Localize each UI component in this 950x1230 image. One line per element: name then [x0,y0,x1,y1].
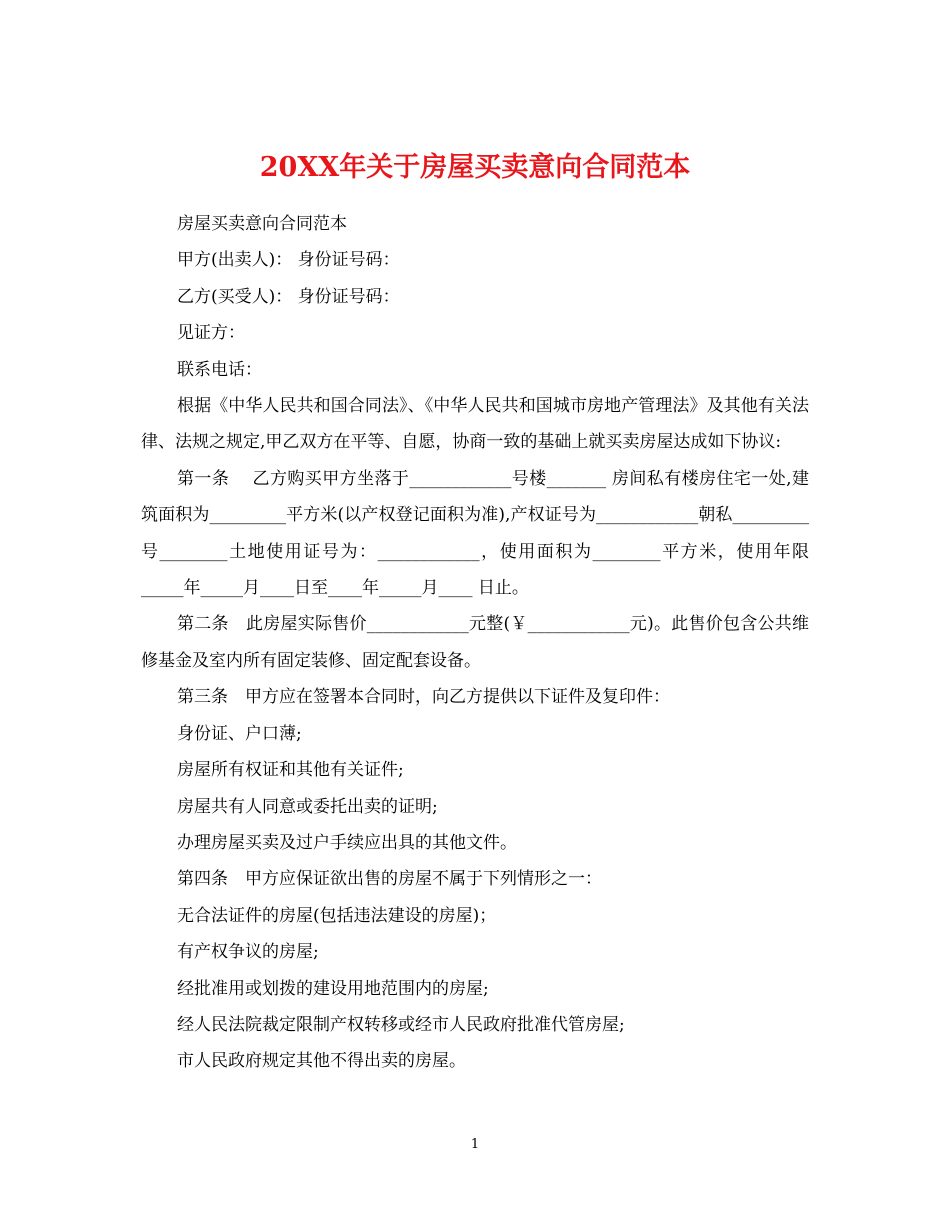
paragraph-article-1: 第一条 乙方购买甲方坐落于____________号楼_______ 房间私有楼房住宅一处,建筑面积为_________平方米(以产权登记面积为准),产权证号为____________朝私_________号________土地使用证号为：____________，使用面积为________平方米，使用年限_____年_____月____日至____年_____月____ 日止。 [141,468,809,599]
document-body [141,206,809,1080]
list-item-allocated-land: 经批准用或划拨的建设用地范围内的房屋; [177,978,489,999]
document-title: 20XX年关于房屋买卖意向合同范本 [259,152,691,184]
list-item-other-documents: 办理房屋买卖及过户手续应出具的其他文件。 [177,832,517,853]
paragraph-preamble: 根据《中华人民共和国合同法》、《中华人民共和国城市房地产管理法》及其他有关法律、法规之规定,甲乙双方在平等、自愿，协商一致的基础上就买卖房屋达成如下协议: [141,396,809,453]
paragraph-party-a: 甲方(出卖人)： 身份证号码： [177,250,400,271]
list-item-co-owner-consent: 房屋共有人同意或委托出卖的证明; [177,796,438,817]
list-item-no-legal-cert: 无合法证件的房屋(包括违法建设的房屋)； [177,905,497,926]
list-item-property-dispute: 有产权争议的房屋; [177,942,319,963]
paragraph-article-4: 第四条 甲方应保证欲出售的房屋不属于下列情形之一： [177,869,602,890]
list-item-govt-prohibited: 市人民政府规定其他不得出卖的房屋。 [177,1051,466,1072]
list-item-court-restricted: 经人民法院裁定限制产权转移或经市人民政府批准代管房屋; [177,1014,625,1035]
paragraph-article-2: 第二条 此房屋实际售价____________元整(￥____________元)。此售价包含公共维修基金及室内所有固定装修、固定配套设备。 [141,614,809,671]
paragraph-article-3: 第三条 甲方应在签署本合同时，向乙方提供以下证件及复印件： [177,687,670,708]
paragraph-witness: 见证方： [177,323,245,344]
page-number: 1 [470,1137,480,1152]
list-item-id-card: 身份证、户口薄; [177,723,302,744]
paragraph-doc-heading: 房屋买卖意向合同范本 [177,214,347,234]
list-item-ownership-cert: 房屋所有权证和其他有关证件; [177,760,404,781]
paragraph-contact-phone: 联系电话： [177,359,262,380]
paragraph-party-b: 乙方(买受人)： 身份证号码： [177,286,400,307]
